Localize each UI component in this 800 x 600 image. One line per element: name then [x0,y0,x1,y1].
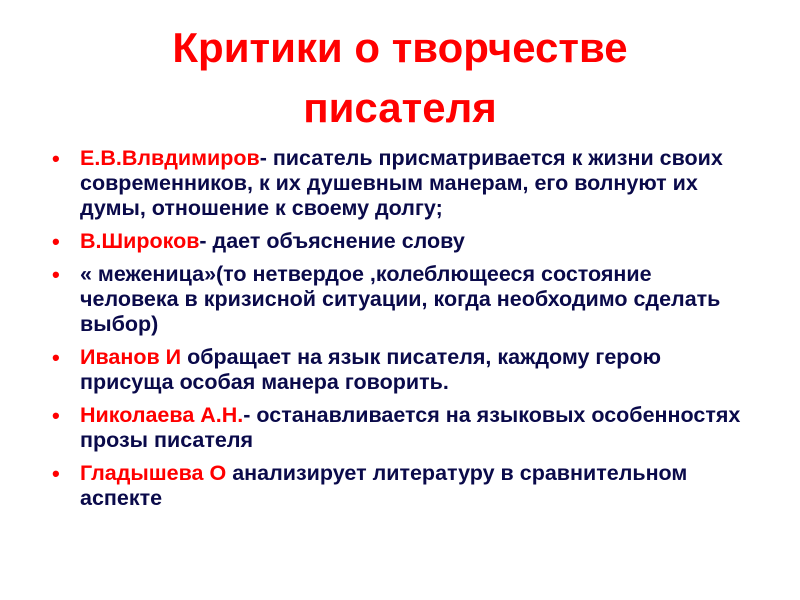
critic-text: обращает на язык писателя, каждому герою присуща особая манера говорить. [80,345,661,394]
bullet-item [52,345,752,395]
bullet-item [52,403,752,453]
critic-text: - останавливается на языковых особенностях прозы писателя [80,403,741,452]
bullet-dot-icon: • [52,146,60,171]
critic-text: анализирует литературу в сравнительном аспекте [80,461,688,510]
critic-name: Е.В.Влвдимиров [80,146,260,170]
slide-title-line-2: писателя [303,84,497,131]
bullet-item [52,146,752,221]
bullet-dot-icon: • [52,262,60,287]
bullet-dot-icon: • [52,461,60,486]
critic-name: Николаева А.Н. [80,403,244,427]
critic-name: Иванов И [80,345,182,369]
bullet-dot-icon: • [52,403,60,428]
bullet-item [52,461,752,511]
slide-title [0,18,800,138]
slide-title-line-1: Критики о творчестве [172,24,628,71]
bullet-item [52,229,752,254]
bullet-dot-icon: • [52,345,60,370]
critic-name: Гладышева О [80,461,227,485]
critic-text: « меженица»(то нетвердое ,колеблющееся состояние человека в кризисной ситуации, когда необходимо сделать выбор) [80,262,721,336]
bullet-item [52,262,752,337]
critic-text: - дает объяснение слову [199,229,465,253]
bullet-dot-icon: • [52,229,60,254]
bullet-list [52,146,752,519]
critic-name: В.Широков [80,229,200,253]
critic-text: - писатель присматривается к жизни своих современников, к их душевным манерам, его волнуют их думы, отношение к своему долгу; [80,146,723,220]
